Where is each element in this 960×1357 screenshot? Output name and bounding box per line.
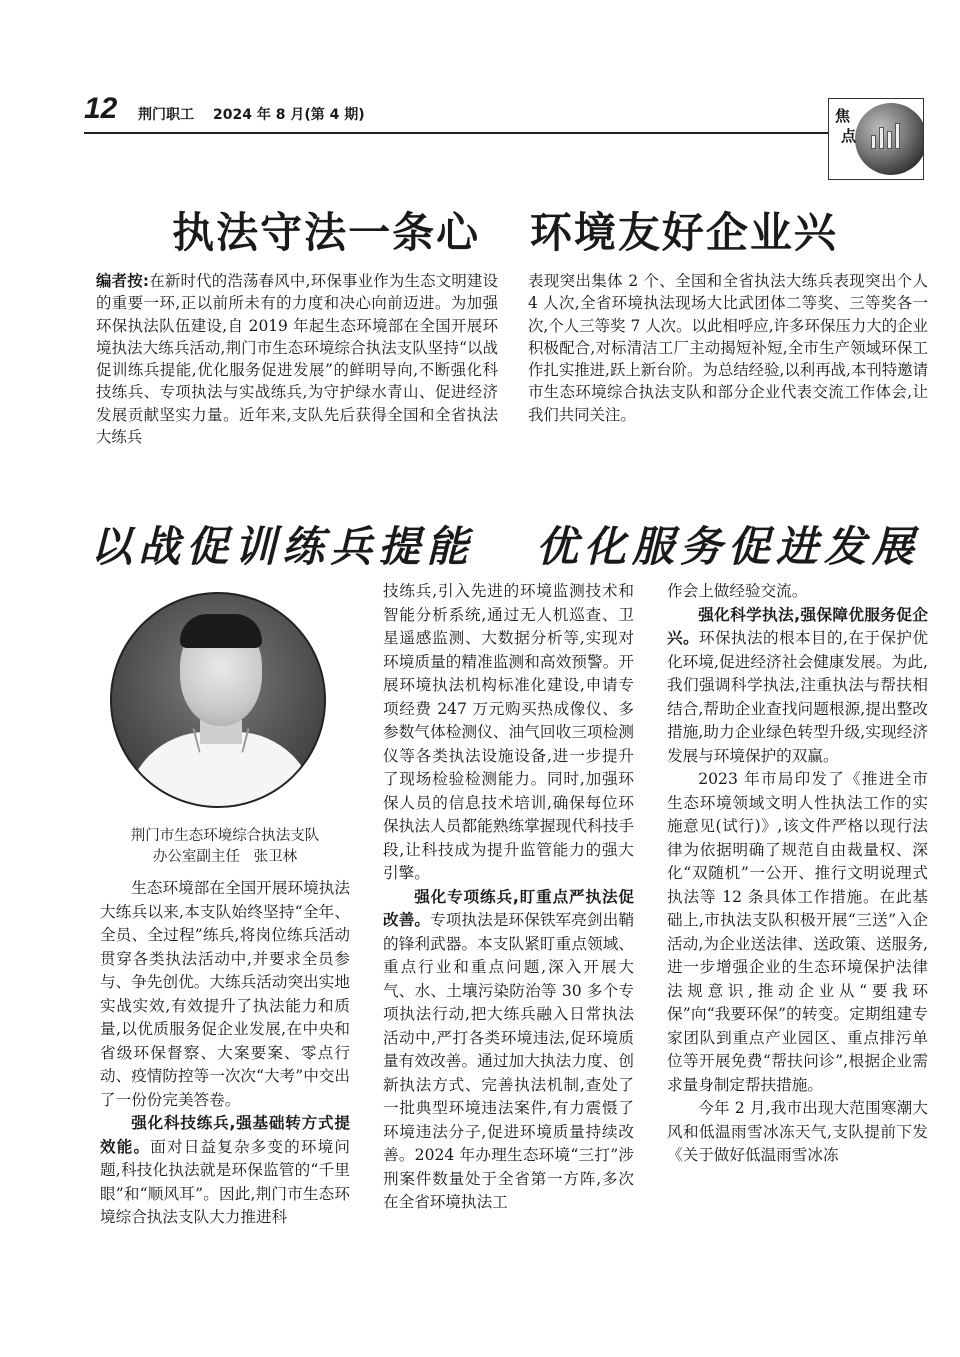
globe-icon	[855, 103, 924, 175]
issue-date: 2024 年 8 月(第 4 期)	[213, 107, 365, 123]
paragraph-text: 环保执法的根本目的,在于保护优化环境,促进经济社会健康发展。为此,我们强调科学执法,注重执法与帮扶相结合,帮助企业查找问题根源,提出整改措施,助力企业绿色转型升级,实现经济发展与环境保护的双赢。	[667, 629, 928, 765]
paragraph-lead: 强化专项练兵,盯重点严执法促改善。	[383, 887, 634, 929]
section-char-1: 焦	[835, 107, 851, 125]
paragraph: 生态环境部在全国开展环境执法大练兵以来,本支队始终坚持“全年、全员、全过程”练兵,将岗位练兵活动贯穿各类执法活动中,并要求全员参与、争先创优。大练兵活动突出实地实战实效,有效提升了执法能力和质量,以优质服务促企业发展,在中央和省级环保督察、大案要案、零点行动、疫情防控等一次次“大考”中交出了一份份完美答卷。	[100, 879, 350, 1109]
paragraph: 2023 年市局印发了《推进全市生态环境领域文明人性执法工作的实施意见(试行)》,该文件严格以现行法律为依据明确了规范自由裁量权、深化“双随机”一公开、推行文明说理式执法等 12 条具体工作措施。在此基础上,市执法支队积极开展“三送”入企活动,为企业送法律、送政策、送服务,进一步增强企业的生态环境保护法律法规意识,推动企业从“要我环保”向“我要环保”的转变。定期组建专家团队到重点产业园区、重点排污单位等开展免费“帮扶问诊”,根据企业需求量身制定帮扶措施。	[667, 770, 928, 1094]
editor-note-label: 编者按:	[96, 272, 150, 290]
article-title: 以战促训练兵提能 优化服务促进发展	[90, 522, 920, 571]
paragraph-text: 面对日益复杂多变的环境问题,科技化执法就是环保监管的“千里眼”和“顺风耳”。因此,荆门市生态环境综合执法支队大力推进科	[100, 1137, 350, 1226]
paragraph: 今年 2 月,我市出现大范围寒潮大风和低温雨雪冰冻天气,支队提前下发《关于做好低温雨雪冰冻	[667, 1099, 928, 1164]
article-column-1	[100, 877, 350, 1230]
main-title: 执法守法一条心 环境友好企业兴	[172, 208, 838, 257]
article-column-3	[667, 580, 928, 1168]
section-badge	[828, 98, 924, 180]
section-char-2: 点	[841, 127, 857, 145]
editor-note-left	[96, 270, 498, 448]
paragraph	[667, 604, 928, 769]
header-rule	[84, 132, 828, 134]
article-column-2	[383, 580, 634, 1215]
paragraph	[100, 1112, 350, 1230]
paragraph	[383, 886, 634, 1215]
paragraph-text: 专项执法是环保铁军亮剑出鞘的锋利武器。本支队紧盯重点领域、重点行业和重点问题,深入开展大气、水、土壤污染防治等 30 多个专项执法行动,把大练兵融入日常执法活动中,严打各类环境违法,促环境质量有效改善。通过加大执法力度、创新执法方式、完善执法机制,查处了一批典型环境违法案件,有力震慑了环境违法分子,促进环境质量持续改善。2024 年办理生态环境“三打”涉刑案件数量处于全省第一方阵,多次在全省环境执法工	[383, 911, 634, 1211]
magazine-name: 荆门职工	[138, 107, 194, 123]
editor-note-left-text: 在新时代的浩荡春风中,环保事业作为生态文明建设的重要一环,正以前所未有的力度和决心向前迈进。为加强环保执法队伍建设,自 2019 年起生态环境部在全国开展环境执法大练兵活动,荆门市生态环境综合执法支队坚持“以战促训练兵提能,优化服务促进发展”的鲜明导向,不断强化科技练兵、专项执法与实战练兵,为守护绿水青山、促进经济发展贡献坚实力量。近年来,支队先后获得全国和全省执法大练兵	[96, 272, 498, 447]
paragraph-lead: 强化科技练兵,强基础转方式提效能。	[100, 1114, 350, 1156]
paragraph-lead: 强化科学执法,强保障优服务促企兴。	[667, 605, 928, 647]
editor-note-right: 表现突出集体 2 个、全国和全省执法大练兵表现突出个人 4 人次,全省环境执法现场大比武团体二等奖、三等奖各一次,个人三等奖 7 人次。以此相呼应,许多环保压力大的企业积极配合,对标清洁工厂主动揭短补短,全市生产领域环保工作扎实推进,跃上新台阶。为总结经验,以利再战,本刊特邀请市生态环境综合执法支队和部分企业代表交流工作体会,让我们共同关注。	[528, 272, 928, 424]
portrait-caption: 荆门市生态环境综合执法支队 办公室副主任 张卫林	[130, 828, 320, 865]
author-portrait	[110, 592, 326, 808]
page-number: 12	[84, 92, 118, 125]
paragraph: 作会上做经验交流。	[667, 582, 808, 600]
paragraph: 技练兵,引入先进的环境监测技术和智能分析系统,通过无人机巡查、卫星遥感监测、大数据分析等,实现对环境质量的精准监测和高效预警。开展环境执法机构标准化建设,申请专项经费 247 万元购买热成像仪、多参数气体检测仪、油气回收三项检测仪等各类执法设施设备,进一步提升了现场检验检测能力。同时,加强环保人员的信息技术培训,确保每位环保执法人员都能熟练掌握现代科技手段,让科技成为提升监管能力的强大引擎。	[383, 582, 634, 882]
